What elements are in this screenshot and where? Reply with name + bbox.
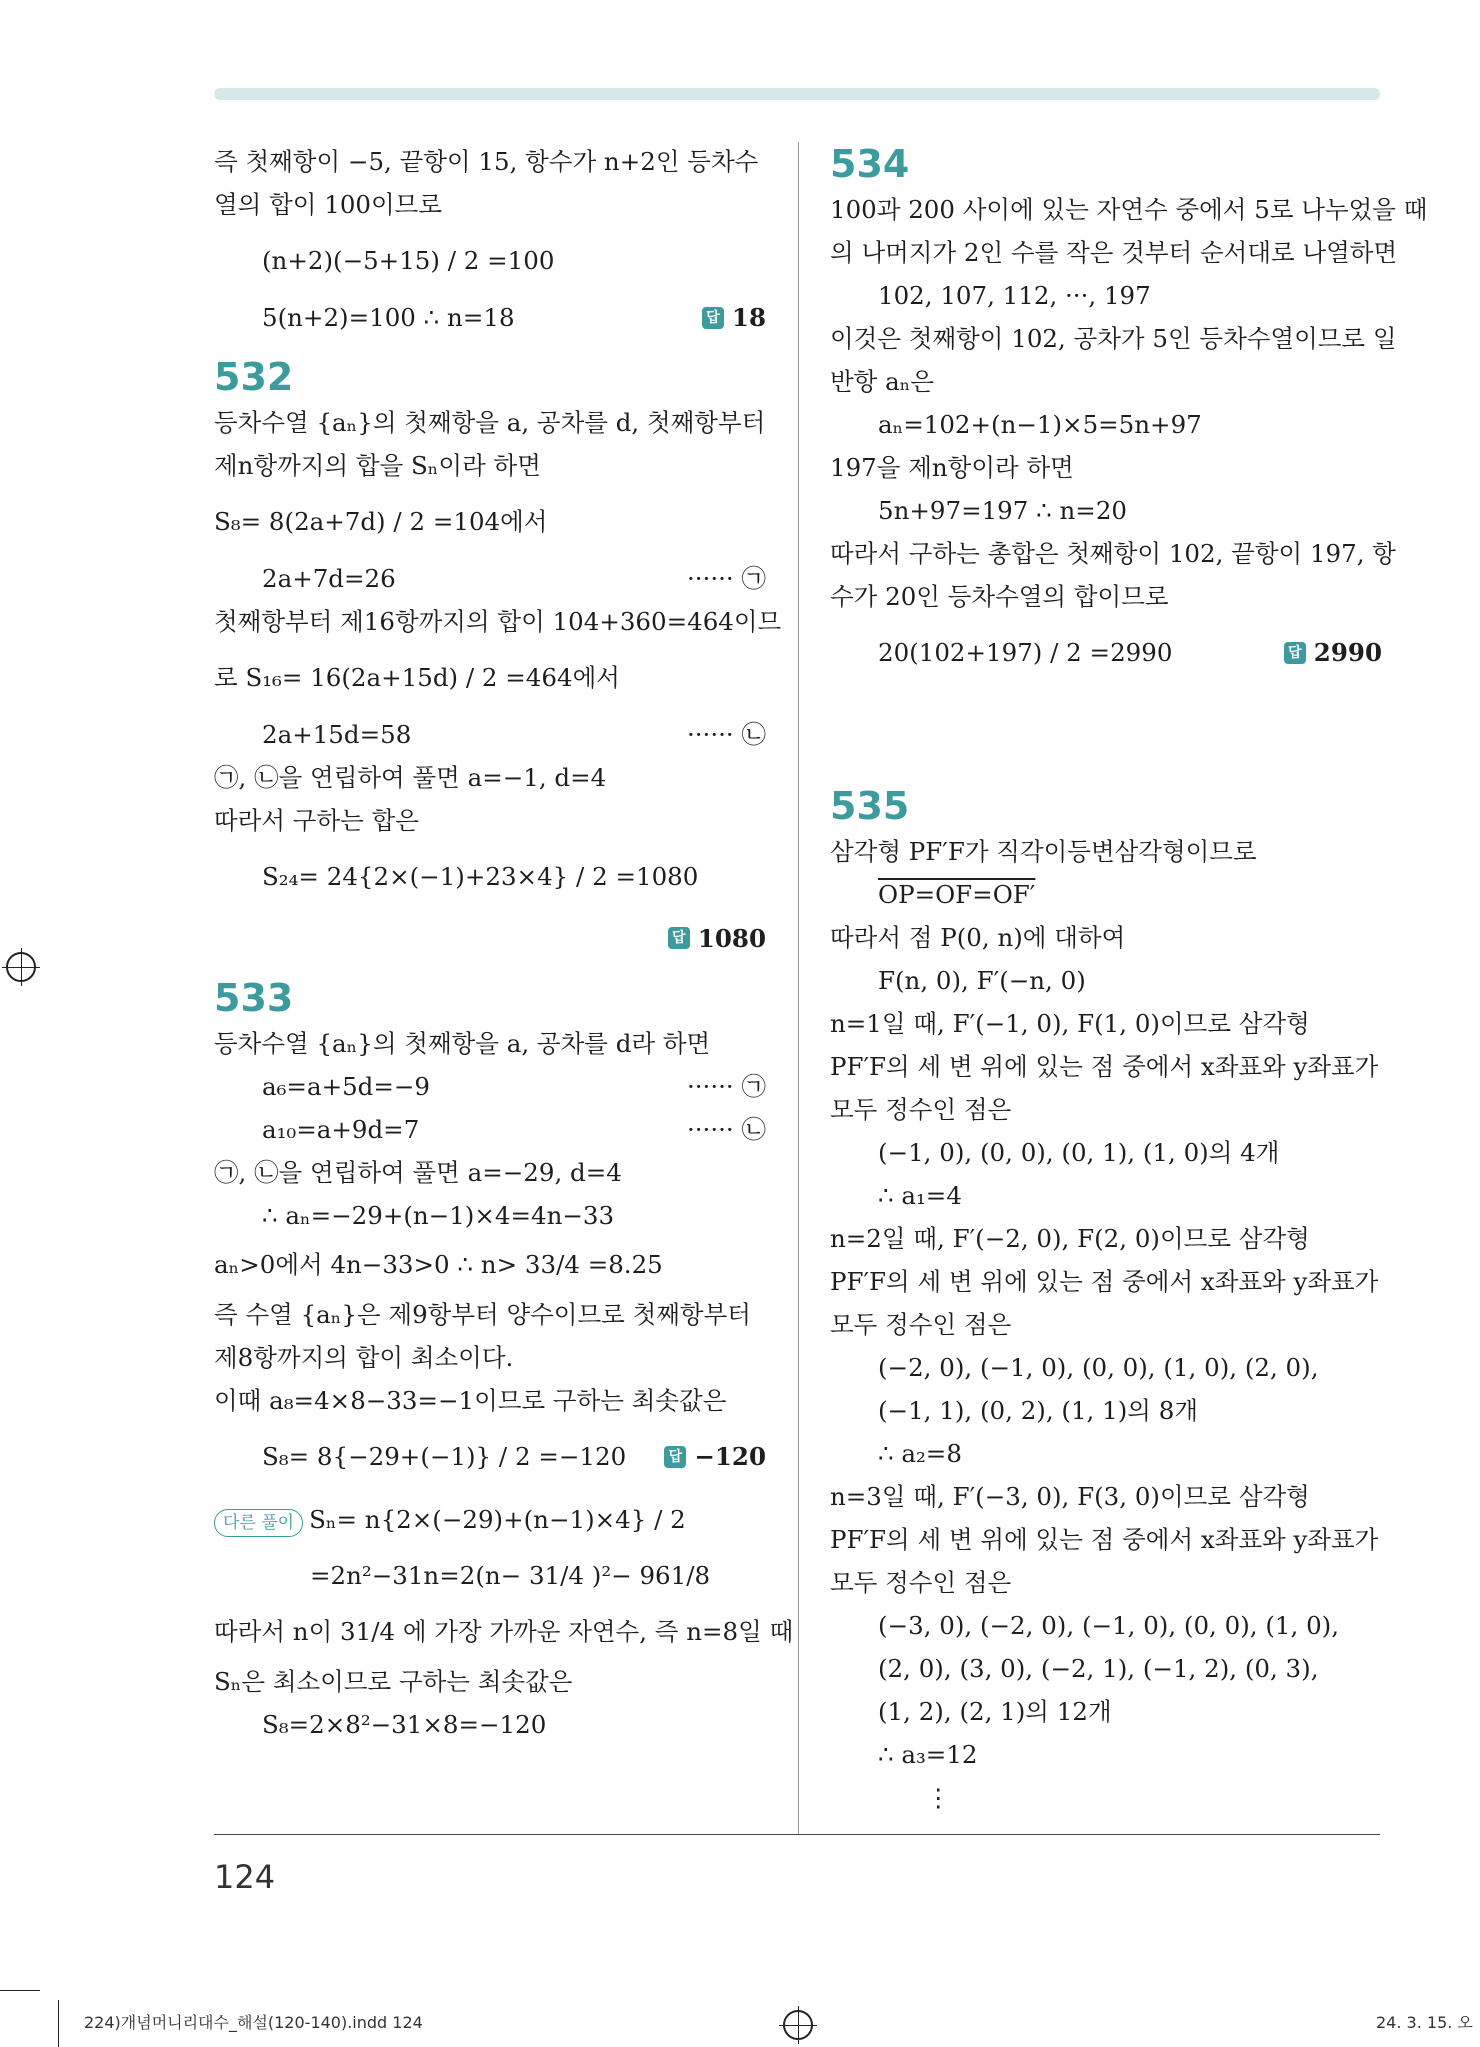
vertical-ellipsis: ⋮: [926, 1783, 951, 1812]
equation: 102, 107, 112, ···, 197: [878, 281, 1151, 310]
equation-row: [214, 1422, 766, 1492]
equation: F(n, 0), F′(−n, 0): [878, 966, 1086, 995]
answer: [702, 296, 766, 339]
answer: [1284, 618, 1382, 688]
equation: ∴ a₃=12: [878, 1740, 978, 1769]
text-line: 제8항까지의 합이 최소이다.: [214, 1342, 514, 1372]
equation-row: [214, 557, 766, 600]
equation: (n+2)(−5+15) / 2 =100: [262, 246, 555, 275]
equation: ∴ a₁=4: [878, 1181, 962, 1210]
text-line: PF′F의 세 변 위에 있는 점 중에서 x좌표와 y좌표가: [830, 1052, 1379, 1081]
equation: (1, 2), (2, 1)의 12개: [878, 1697, 1112, 1726]
equation-mark: ······ ㉡: [686, 720, 766, 749]
answer-value: 1080: [697, 923, 766, 953]
equation: a₁₀=a+9d=7: [262, 1114, 420, 1144]
text-line: 첫째항부터 제16항까지의 합이 104+360=464이므: [214, 607, 782, 636]
answer-icon: 답: [1284, 642, 1306, 664]
text-line: ㉠, ㉡을 연립하여 풀면 a=−1, d=4: [214, 763, 607, 792]
registration-mark-icon: [6, 952, 36, 982]
equation: (−1, 1), (0, 2), (1, 1)의 8개: [878, 1396, 1198, 1425]
text-line: 모두 정수인 점은: [830, 1095, 1012, 1124]
right-column: [830, 140, 1428, 1819]
text-line: 197을 제n항이라 하면: [830, 453, 1074, 482]
equation: S₈= 8(2a+7d) / 2 =104에서: [214, 507, 548, 536]
spacer: [830, 688, 1382, 768]
equation: aₙ=102+(n−1)×5=5n+97: [878, 410, 1202, 439]
registration-mark-icon: [783, 2010, 813, 2040]
answer-value: 2990: [1313, 638, 1382, 667]
text-line: 100과 200 사이에 있는 자연수 중에서 5로 나누었을 때: [830, 195, 1428, 224]
equation: ∴ aₙ=−29+(n−1)×4=4n−33: [262, 1200, 615, 1230]
print-file-info: 224)개념머니리대수_해설(120-140).indd 124: [84, 2013, 423, 2032]
answer-value: −120: [694, 1441, 766, 1471]
text-line: 즉 첫째항이 −5, 끝항이 15, 항수가 n+2인 등차수: [214, 147, 759, 176]
equation: 로 S₁₆= 16(2a+15d) / 2 =464에서: [214, 663, 620, 692]
equation: Sₙ= n{2×(−29)+(n−1)×4} / 2: [309, 1504, 686, 1534]
text-line: 수가 20인 등차수열의 합이므로: [830, 582, 1169, 611]
text-line: n=1일 때, F′(−1, 0), F(1, 0)이므로 삼각형: [830, 1009, 1310, 1038]
text-line: 따라서 n이 31/4 에 가장 가까운 자연수, 즉 n=8일 때: [214, 1616, 794, 1646]
print-date: 24. 3. 15. 오: [1376, 2013, 1473, 2032]
text-line: 따라서 구하는 총합은 첫째항이 102, 끝항이 197, 항: [830, 539, 1396, 568]
equation-row: [214, 1108, 766, 1151]
equation: =2n²−31n=2(n− 31/4 )²− 961/8: [310, 1560, 711, 1590]
equation: (−1, 0), (0, 0), (0, 1), (1, 0)의 4개: [878, 1138, 1280, 1167]
equation: a₆=a+5d=−9: [262, 1071, 431, 1101]
equation-row: [214, 713, 766, 756]
equation: ∴ a₂=8: [878, 1439, 962, 1468]
page-number: 124: [214, 1858, 276, 1896]
crop-mark: [0, 1990, 40, 1991]
problem-number: 532: [214, 355, 294, 399]
crop-mark: [58, 2000, 59, 2047]
answer-value: 18: [731, 303, 766, 332]
equation-mark: ······ ㉠: [686, 564, 766, 593]
equation: OP=OF=OF′: [878, 880, 1036, 909]
equation: 5(n+2)=100 ∴ n=18: [262, 303, 515, 332]
text-line: 이때 a₈=4×8−33=−1이므로 구하는 최솟값은: [214, 1385, 727, 1415]
equation-row: [214, 296, 766, 339]
text-line: 따라서 구하는 합은: [214, 806, 419, 835]
text-line: 등차수열 {aₙ}의 첫째항을 a, 공차를 d, 첫째항부터: [214, 408, 766, 437]
text-line: 모두 정수인 점은: [830, 1568, 1012, 1597]
header-bar: [214, 88, 1380, 100]
text-line: PF′F의 세 변 위에 있는 점 중에서 x좌표와 y좌표가: [830, 1267, 1379, 1296]
text-line: 제n항까지의 합을 Sₙ이라 하면: [214, 451, 541, 480]
equation-mark: ······ ㉡: [686, 1114, 766, 1144]
text-line: 등차수열 {aₙ}의 첫째항을 a, 공차를 d라 하면: [214, 1028, 711, 1058]
alt-solution-badge: 다른 풀이: [214, 1509, 303, 1537]
text-line: 열의 합이 100이므로: [214, 190, 443, 219]
alt-solution-row: [214, 1492, 766, 1548]
left-column: [214, 140, 794, 1746]
equation-mark: ······ ㉠: [686, 1071, 766, 1101]
text-line: ㉠, ㉡을 연립하여 풀면 a=−29, d=4: [214, 1157, 622, 1187]
equation-row: [214, 1065, 766, 1108]
answer-icon: 답: [664, 1446, 686, 1468]
answer-icon: 답: [702, 307, 724, 329]
equation-row: [830, 618, 1382, 688]
problem-number: 533: [214, 975, 294, 1020]
equation: S₈=2×8²−31×8=−120: [262, 1709, 547, 1739]
equation: S₈= 8{−29+(−1)} / 2 =−120: [262, 1441, 627, 1471]
equation: 2a+7d=26: [262, 564, 396, 593]
answer-icon: 답: [668, 927, 690, 949]
text-line: PF′F의 세 변 위에 있는 점 중에서 x좌표와 y좌표가: [830, 1525, 1379, 1554]
answer: [668, 917, 766, 960]
equation: 20(102+197) / 2 =2990: [878, 638, 1173, 667]
column-divider: [798, 142, 799, 1835]
text-line: 이것은 첫째항이 102, 공차가 5인 등차수열이므로 일: [830, 324, 1397, 353]
text-line: 모두 정수인 점은: [830, 1310, 1012, 1339]
text-line: n=3일 때, F′(−3, 0), F(3, 0)이므로 삼각형: [830, 1482, 1310, 1511]
text-line: 삼각형 PF′F가 직각이등변삼각형이므로: [830, 837, 1257, 866]
equation: 5n+97=197 ∴ n=20: [878, 496, 1128, 525]
answer: [664, 1422, 766, 1492]
equation: (−3, 0), (−2, 0), (−1, 0), (0, 0), (1, 0),: [878, 1611, 1340, 1640]
equation: 2a+15d=58: [262, 720, 412, 749]
text-line: Sₙ은 최소이므로 구하는 최솟값은: [214, 1666, 573, 1696]
problem-number: 535: [830, 784, 910, 828]
text-line: 의 나머지가 2인 수를 작은 것부터 순서대로 나열하면: [830, 238, 1398, 267]
text-line: 반항 aₙ은: [830, 367, 934, 396]
equation: (−2, 0), (−1, 0), (0, 0), (1, 0), (2, 0),: [878, 1353, 1319, 1382]
text-line: aₙ>0에서 4n−33>0 ∴ n> 33/4 =8.25: [214, 1249, 663, 1279]
equation: S₂₄= 24{2×(−1)+23×4} / 2 =1080: [262, 862, 699, 891]
equation: (2, 0), (3, 0), (−2, 1), (−1, 2), (0, 3),: [878, 1654, 1319, 1683]
problem-number: 534: [830, 142, 910, 186]
bottom-rule: [214, 1834, 1380, 1835]
text-line: 즉 수열 {aₙ}은 제9항부터 양수이므로 첫째항부터: [214, 1299, 751, 1329]
text-line: 따라서 점 P(0, n)에 대하여: [830, 923, 1126, 952]
answer-row: [214, 912, 766, 960]
text-line: n=2일 때, F′(−2, 0), F(2, 0)이므로 삼각형: [830, 1224, 1310, 1253]
